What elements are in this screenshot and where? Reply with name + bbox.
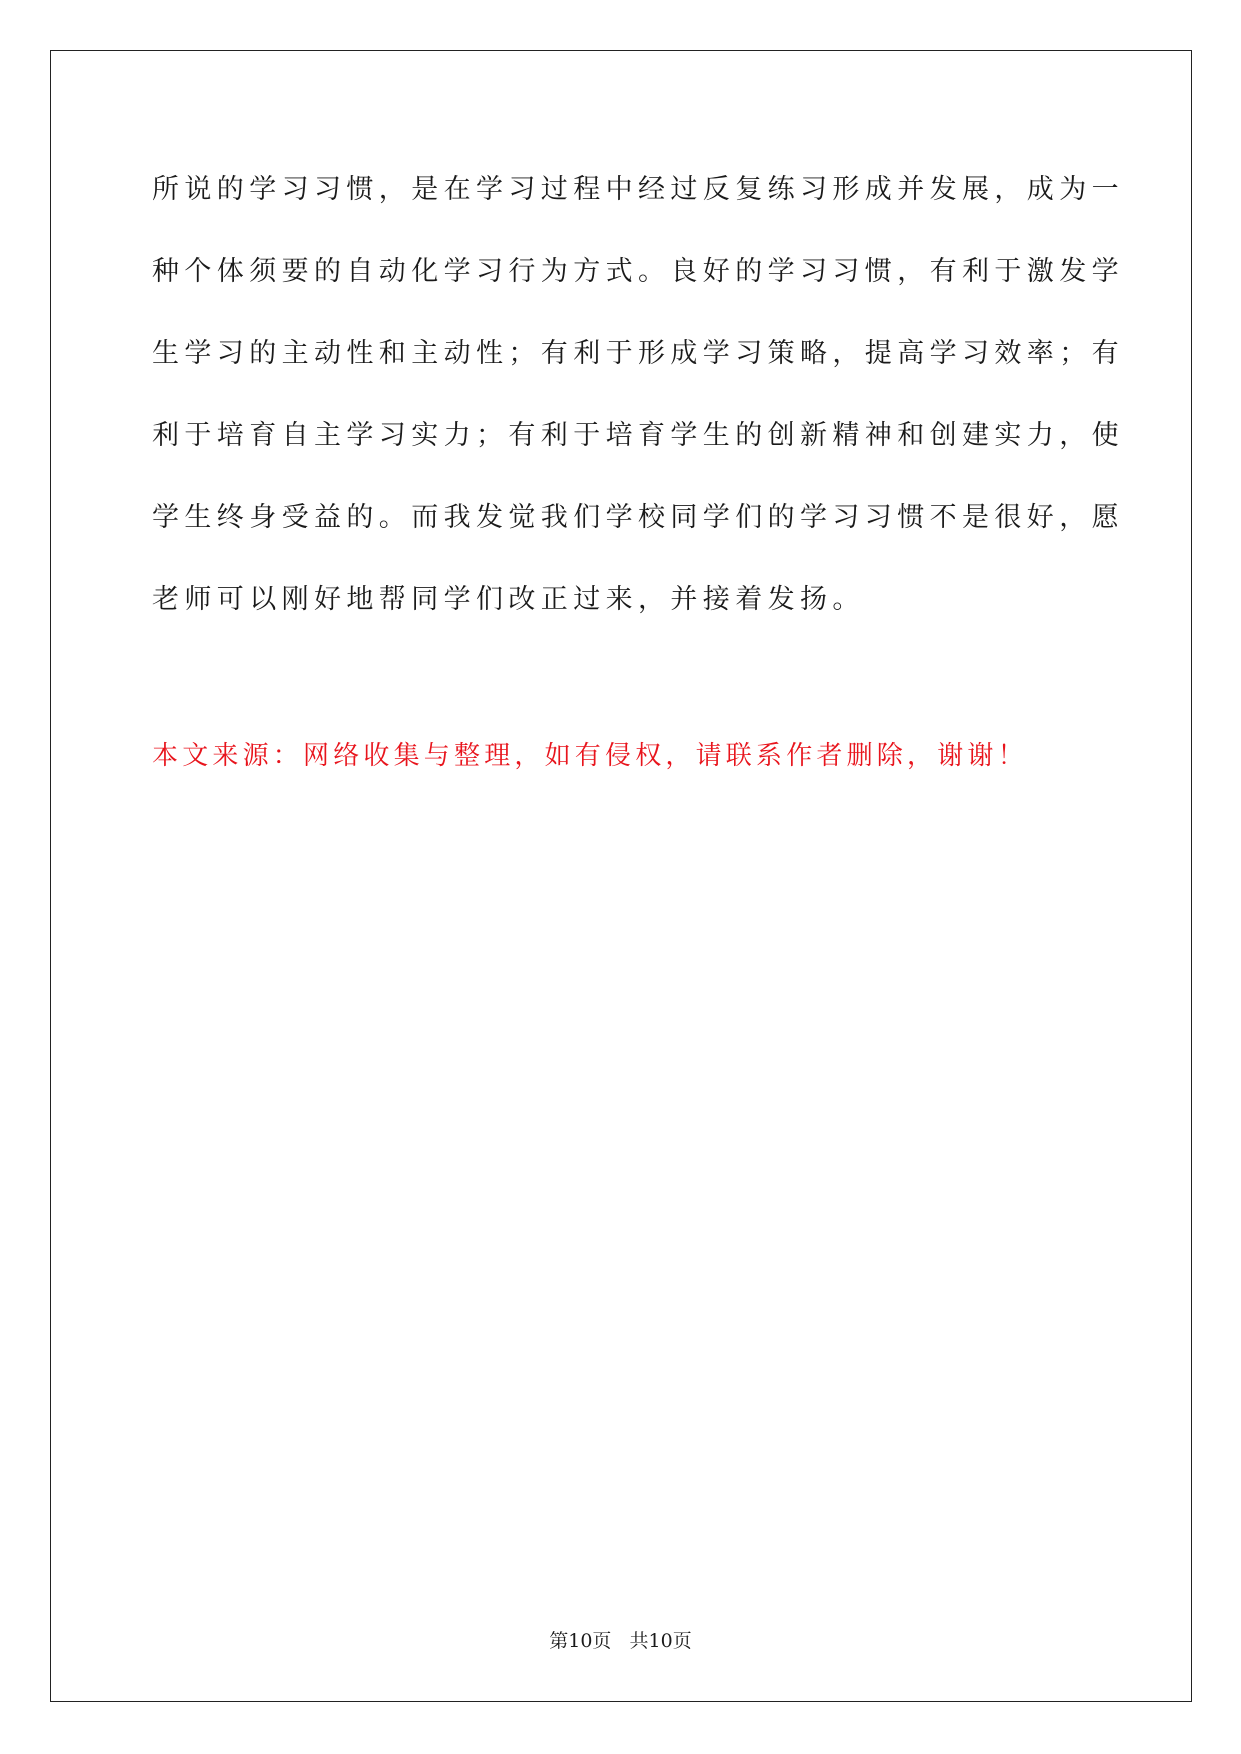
paragraph-line: 学生终身受益的。而我发觉我们学校同学们的学习习惯不是很好，愿 — [152, 502, 1124, 533]
paragraph-line: 生学习的主动性和主动性；有利于形成学习策略，提高学习效率；有 — [152, 338, 1124, 369]
paragraph-line: 种个体须要的自动化学习行为方式。良好的学习习惯，有利于激发学 — [152, 256, 1124, 287]
paragraph-line: 所说的学习习惯，是在学习过程中经过反复练习形成并发展，成为一 — [152, 174, 1124, 205]
body-paragraph — [152, 158, 1124, 650]
paragraph-line: 利于培育自主学习实力；有利于培育学生的创新精神和创建实力，使 — [152, 420, 1124, 451]
paragraph-line: 老师可以刚好地帮同学们改正过来，并接着发扬。 — [152, 584, 865, 615]
source-note: 本文来源：网络收集与整理，如有侵权，请联系作者删除，谢谢！ — [152, 741, 1028, 771]
page-number-footer: 第10页 共10页 — [549, 1630, 692, 1652]
